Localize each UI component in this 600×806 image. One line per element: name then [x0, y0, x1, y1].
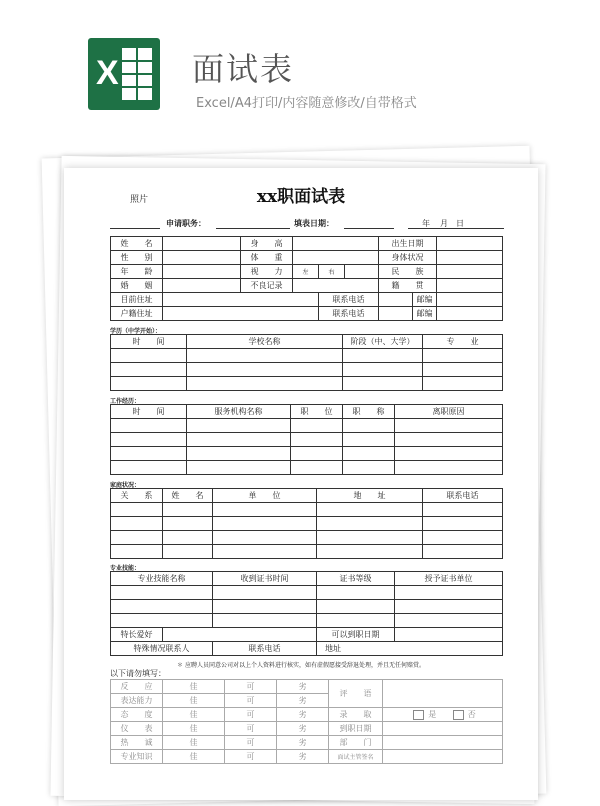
skills-table	[110, 571, 503, 656]
col-header: 阶段（中、大学）	[343, 335, 423, 349]
col-header: 离职原因	[395, 405, 503, 419]
eval-item: 表达能力	[111, 694, 163, 708]
col-header: 单 位	[213, 489, 317, 503]
day-label: 日	[456, 219, 464, 228]
eval-good: 佳	[163, 680, 225, 694]
col-header: 时 间	[111, 335, 187, 349]
name-label: 姓 名	[111, 237, 163, 251]
emergency-address-label: 地址	[317, 642, 503, 656]
col-header: 联系电话	[423, 489, 503, 503]
eval-poor: 劣	[277, 736, 329, 750]
form-sheet	[64, 168, 538, 800]
dept-label: 部 门	[329, 736, 383, 750]
weight-label: 体 重	[241, 251, 293, 265]
right-eye-label: 右	[319, 265, 345, 279]
eval-item: 仪 表	[111, 722, 163, 736]
col-header: 收到证书时间	[213, 572, 317, 586]
signature-label: 面试主管签名	[329, 750, 383, 764]
hobby-label: 特长爱好	[111, 628, 163, 642]
eval-good: 佳	[163, 736, 225, 750]
personal-table	[110, 236, 503, 321]
eval-ok: 可	[225, 680, 277, 694]
eval-ok: 可	[225, 708, 277, 722]
comment-label: 评 语	[329, 680, 383, 708]
zip-label: 邮编	[413, 293, 437, 307]
disclaimer-note: ＊ 应聘人员同意公司对以上个人资料进行核实，如有虚假愿接受辞退处理，并且无任何赔赏。	[177, 662, 425, 669]
col-header: 学校名称	[187, 335, 343, 349]
no-checkbox[interactable]	[453, 710, 464, 720]
col-header: 职 称	[343, 405, 395, 419]
eval-ok: 可	[225, 694, 277, 708]
birth-label: 出生日期	[379, 237, 437, 251]
evaluation-label: 以下请勿填写：	[110, 669, 166, 678]
health-label: 身体状况	[379, 251, 437, 265]
gender-label: 性 别	[111, 251, 163, 265]
eval-item: 热 诚	[111, 736, 163, 750]
page-subtitle: Excel/A4打印/内容随意修改/自带格式	[196, 96, 417, 111]
eval-poor: 劣	[277, 708, 329, 722]
col-header: 专业技能名称	[111, 572, 213, 586]
excel-icon: X	[88, 38, 160, 110]
eval-item: 反 应	[111, 680, 163, 694]
hukou-label: 户籍住址	[111, 307, 163, 321]
work-label: 工作经历：	[110, 398, 141, 405]
col-header: 服务机构名称	[187, 405, 291, 419]
eval-good: 佳	[163, 722, 225, 736]
date-label: 填表日期：	[294, 219, 334, 228]
col-header: 地 址	[317, 489, 423, 503]
height-label: 身 高	[241, 237, 293, 251]
hire-options	[383, 708, 503, 722]
record-label: 不良记录	[241, 279, 293, 293]
address-label: 目前住址	[111, 293, 163, 307]
eval-good: 佳	[163, 708, 225, 722]
emergency-phone-label: 联系电话	[213, 642, 317, 656]
col-header: 关 系	[111, 489, 163, 503]
eval-poor: 劣	[277, 694, 329, 708]
age-label: 年 龄	[111, 265, 163, 279]
yes-checkbox[interactable]	[413, 710, 424, 720]
col-header: 专 业	[423, 335, 503, 349]
page-header	[0, 0, 600, 140]
eval-good: 佳	[163, 694, 225, 708]
photo-label: 照片	[130, 195, 149, 205]
apply-row	[104, 218, 518, 232]
emergency-contact-label: 特殊情况联系人	[111, 642, 213, 656]
page-title: 面试表	[192, 50, 295, 88]
skills-label: 专业技能：	[110, 565, 141, 572]
year-label: 年	[422, 219, 430, 228]
family-label: 家庭状况：	[110, 482, 141, 489]
education-label: 学历（中学开始）：	[110, 328, 162, 335]
phone-label-2: 联系电话	[319, 307, 379, 321]
col-header: 职 位	[291, 405, 343, 419]
vision-label: 视 力	[241, 265, 293, 279]
report-date-label: 到职日期	[329, 722, 383, 736]
yes-label: 是	[428, 710, 437, 719]
col-header: 姓 名	[163, 489, 213, 503]
eval-poor: 劣	[277, 680, 329, 694]
col-header: 时 间	[111, 405, 187, 419]
eval-poor: 劣	[277, 722, 329, 736]
marriage-label: 婚 姻	[111, 279, 163, 293]
eval-ok: 可	[225, 736, 277, 750]
no-label: 否	[467, 710, 476, 719]
eval-ok: 可	[225, 750, 277, 764]
start-date-label: 可以到职日期	[317, 628, 395, 642]
form-title: xx职面试表	[256, 187, 346, 207]
month-label: 月	[440, 219, 448, 228]
left-eye-label: 左	[293, 265, 319, 279]
eval-ok: 可	[225, 722, 277, 736]
col-header: 授予证书单位	[395, 572, 503, 586]
zip-label-2: 邮编	[413, 307, 437, 321]
eval-poor: 劣	[277, 750, 329, 764]
phone-label: 联系电话	[319, 293, 379, 307]
apply-label: 申请职务：	[166, 219, 206, 228]
eval-good: 佳	[163, 750, 225, 764]
education-table	[110, 334, 503, 391]
family-table	[110, 488, 503, 559]
eval-item: 态 度	[111, 708, 163, 722]
eval-item: 专业知识	[111, 750, 163, 764]
evaluation-table	[110, 679, 503, 764]
col-header: 证书等级	[317, 572, 395, 586]
hire-label: 录 取	[329, 708, 383, 722]
work-table	[110, 404, 503, 475]
ethnic-label: 民 族	[379, 265, 437, 279]
origin-label: 籍 贯	[379, 279, 437, 293]
